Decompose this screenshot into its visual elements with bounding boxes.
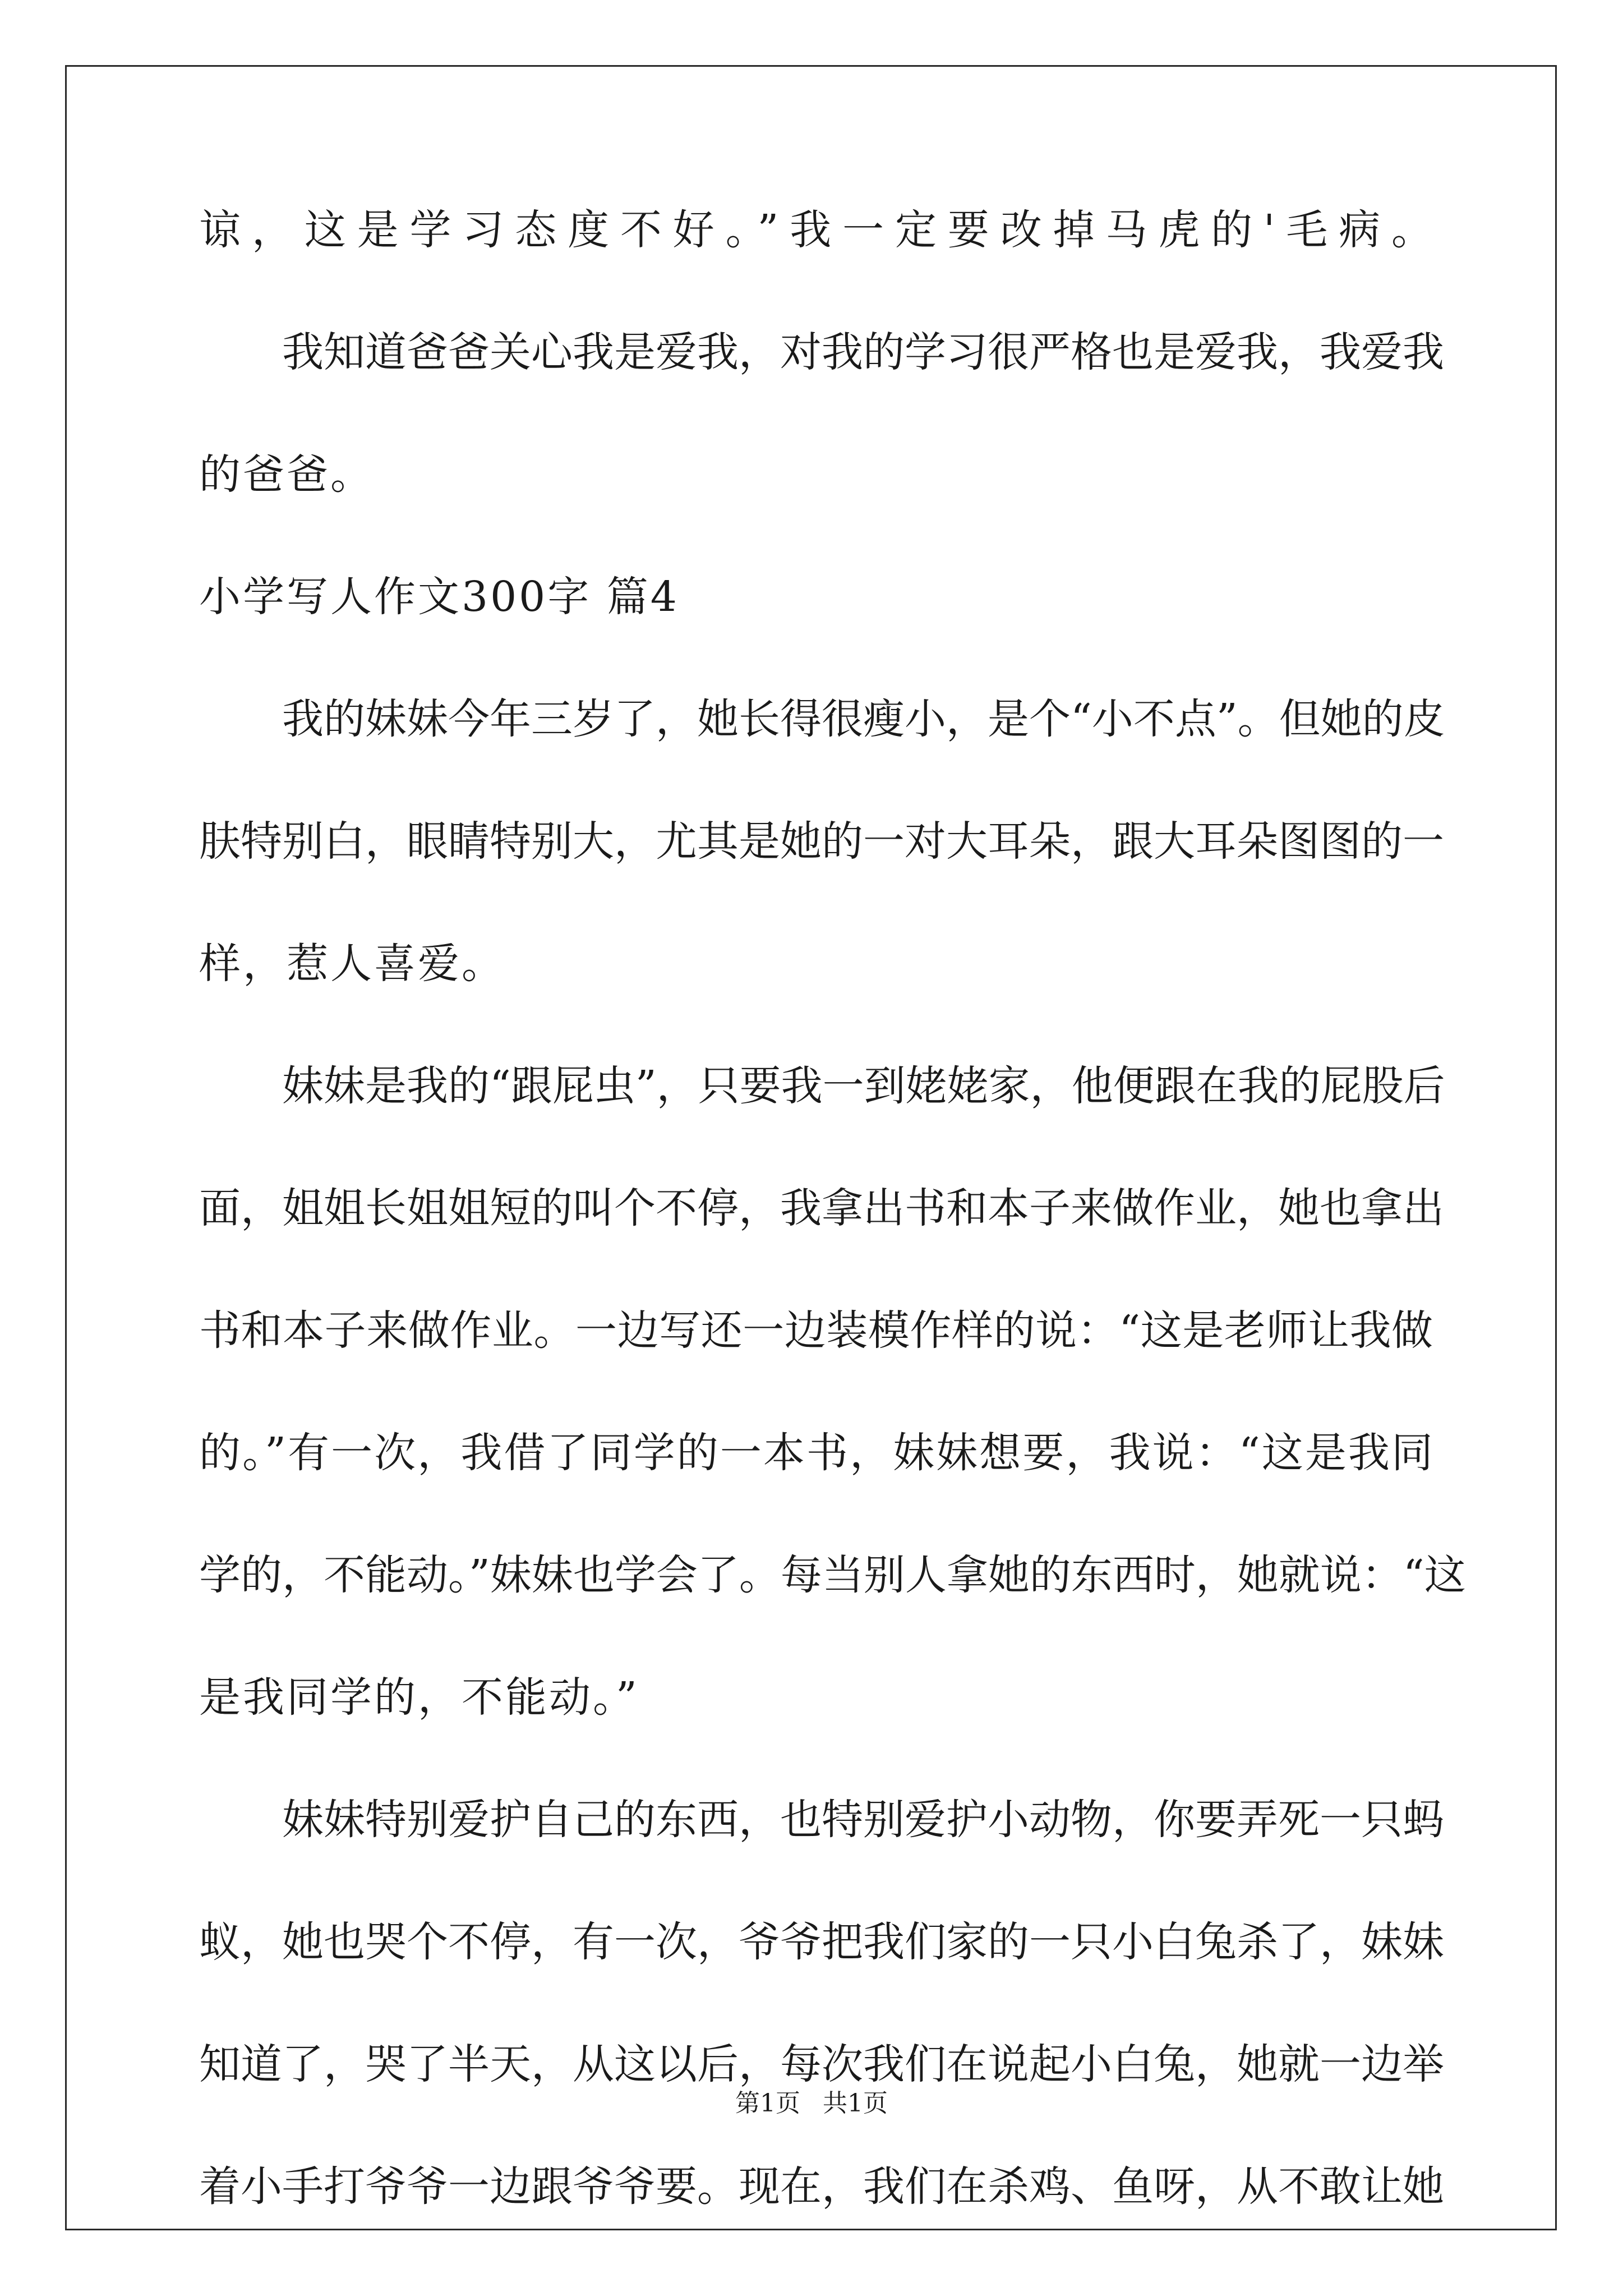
text-line: 妹妹是我的“跟屁虫”，只要我一到姥姥家，他便跟在我的屁股后 xyxy=(282,1062,1445,1110)
text-line: 蚁，她也哭个不停，有一次，爷爷把我们家的一只小白兔杀了，妹妹 xyxy=(199,1918,1444,1966)
text-line: 知道了，哭了半天，从这以后，每次我们在说起小白兔，她就一边举 xyxy=(199,2040,1444,2088)
text-line: 妹妹特别爱护自己的东西，也特别爱护小动物，你要弄死一只蚂 xyxy=(282,1796,1444,1844)
text-line: 谅，这是学习态度不好。”我一定要改掉马虎的'毛病。 xyxy=(199,206,1433,254)
text-line: 学的，不能动。”妹妹也学会了。每当别人拿她的东西时，她就说：“这 xyxy=(199,1551,1466,1599)
text-line: 面，姐姐长姐姐短的叫个不停，我拿出书和本子来做作业，她也拿出 xyxy=(199,1184,1444,1232)
text-line: 书和本子来做作业。一边写还一边装模作样的说：“这是老师让我做 xyxy=(199,1306,1433,1355)
text-line: 的。”有一次，我借了同学的一本书，妹妹想要，我说：“这是我同 xyxy=(199,1429,1433,1477)
text-line: 我知道爸爸关心我是爱我，对我的学习很严格也是爱我，我爱我 xyxy=(282,328,1444,376)
page-number: 第1页 xyxy=(735,2089,800,2118)
text-line: 样，惹人喜爱。 xyxy=(199,940,505,988)
text-line: 的爸爸。 xyxy=(199,450,374,499)
text-line: 我的妹妹今年三岁了，她长得很瘦小，是个“小不点”。但她的皮 xyxy=(282,695,1445,743)
page-footer xyxy=(0,2087,1623,2120)
text-line: 着小手打爷爷一边跟爷爷要。现在，我们在杀鸡、鱼呀，从不敢让她 xyxy=(199,2162,1444,2211)
page-total: 共1页 xyxy=(823,2089,888,2118)
text-line: 是我同学的，不能动。” xyxy=(199,1673,639,1722)
page-border xyxy=(65,65,1557,2230)
text-line: 肤特别白，眼睛特别大，尤其是她的一对大耳朵，跟大耳朵图图的一 xyxy=(199,817,1444,866)
section-heading: 小学写人作文300字 篇4 xyxy=(199,573,679,621)
